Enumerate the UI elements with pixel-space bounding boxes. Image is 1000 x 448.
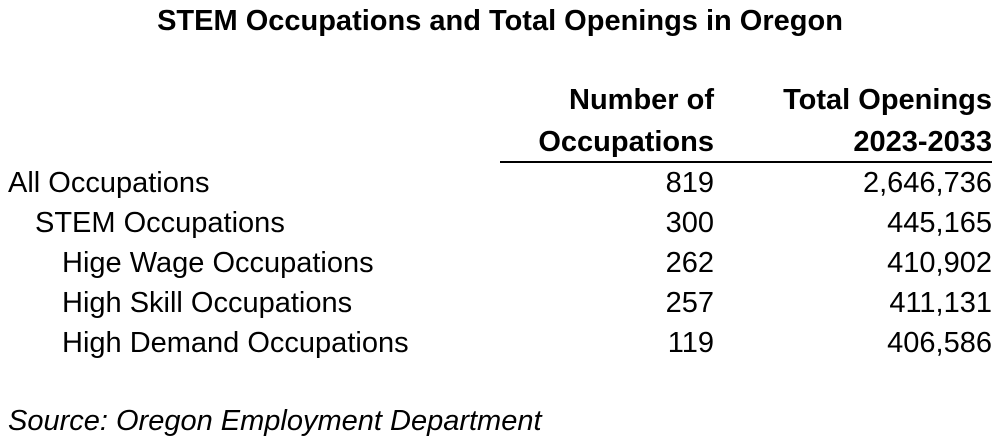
- row-total-openings: 406,586: [887, 327, 992, 359]
- column-header-number-line2: Occupations: [538, 126, 714, 158]
- row-total-openings: 411,131: [889, 287, 992, 319]
- column-header-openings-line1: Total Openings: [783, 84, 992, 116]
- table-row: [0, 323, 1000, 363]
- row-total-openings: 2,646,736: [862, 167, 992, 199]
- table-row: [0, 283, 1000, 323]
- row-label: Hige Wage Occupations: [62, 247, 374, 279]
- row-number-of-occupations: 300: [665, 207, 714, 239]
- row-number-of-occupations: 119: [667, 327, 714, 359]
- source-note: Source: Oregon Employment Department: [8, 405, 542, 437]
- row-label: High Skill Occupations: [62, 287, 353, 319]
- table-row: [0, 163, 1000, 203]
- column-header-openings-line2: 2023-2033: [853, 126, 992, 158]
- table-row: [0, 203, 1000, 243]
- column-header-number-line1: Number of: [569, 84, 714, 116]
- row-label: STEM Occupations: [35, 207, 285, 239]
- column-header-number-of-occupations: [538, 79, 714, 163]
- row-label: High Demand Occupations: [62, 327, 409, 359]
- row-number-of-occupations: 819: [665, 167, 714, 199]
- table-row: [0, 243, 1000, 283]
- column-header-total-openings: [783, 79, 992, 163]
- row-label: All Occupations: [8, 167, 210, 199]
- row-total-openings: 445,165: [887, 207, 992, 239]
- row-total-openings: 410,902: [887, 247, 992, 279]
- table-title: STEM Occupations and Total Openings in Oregon: [157, 5, 843, 37]
- row-number-of-occupations: 262: [665, 247, 714, 279]
- row-number-of-occupations: 257: [665, 287, 714, 319]
- table-body: [0, 163, 1000, 363]
